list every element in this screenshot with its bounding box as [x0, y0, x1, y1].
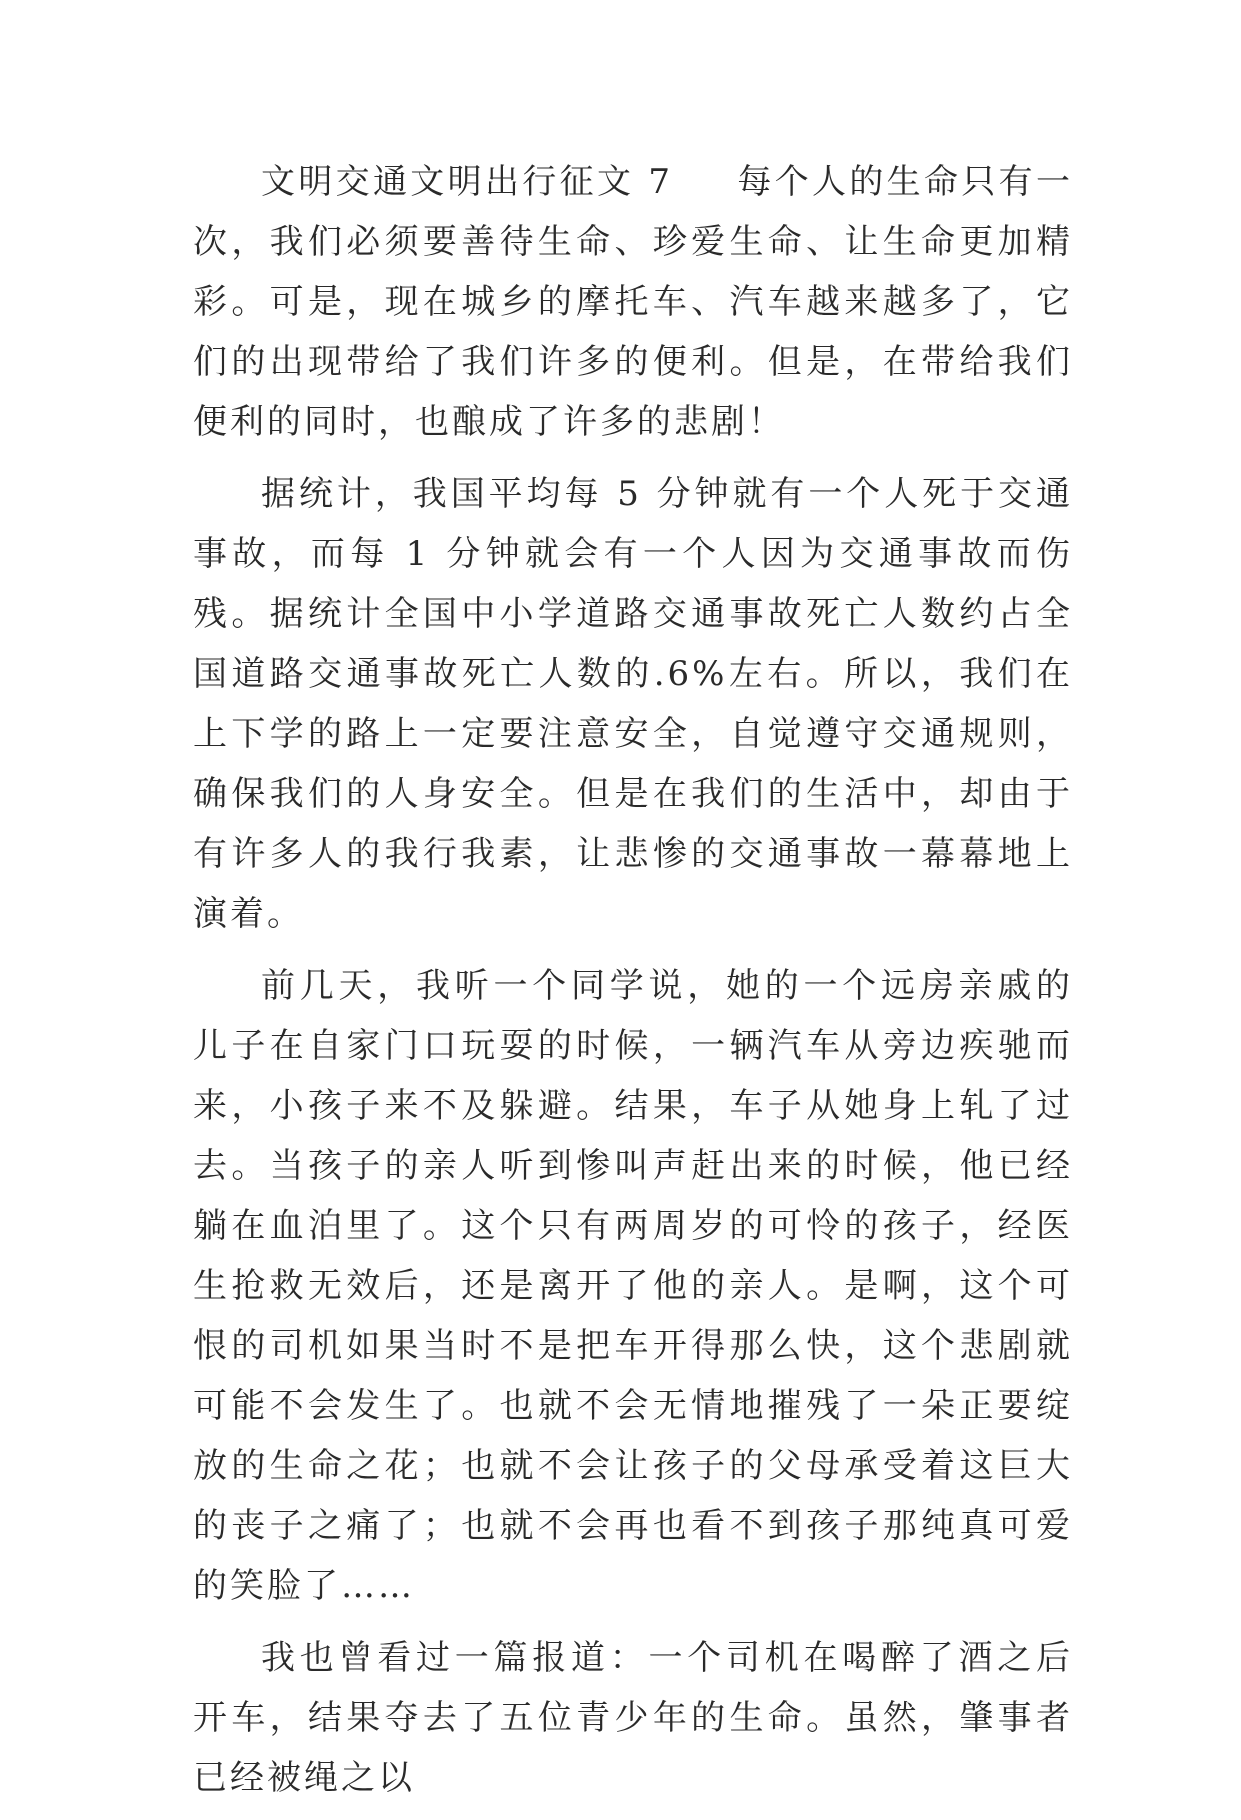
paragraph-4: 我也曾看过一篇报道：一个司机在喝醉了酒之后开车，结果夺去了五位青少年的生命。虽然，肇事者已经被绳之以: [193, 1638, 1073, 1798]
paragraph-2: 据统计，我国平均每 5 分钟就有一个人死于交通事故，而每 1 分钟就会有一个人因为交通事故而伤残。据统计全国中小学道路交通事故死亡人数约占全国道路交通事故死亡人数的.6%左右。所以，我们在上下学的路上一定要注意安全，自觉遵守交通规则，确保我们的人身安全。但是在我们的生活中，却由于有许多人的我行我素，让悲惨的交通事故一幕幕地上演着。: [193, 474, 1073, 934]
document-title: 文明交通文明出行征文 7: [261, 162, 674, 202]
document-body: [193, 152, 1073, 1820]
paragraph-3: 前几天，我听一个同学说，她的一个远房亲戚的儿子在自家门口玩耍的时候，一辆汽车从旁边疾驰而来，小孩子来不及躲避。结果，车子从她身上轧了过去。当孩子的亲人听到惨叫声赶出来的时候，他已经躺在血泊里了。这个只有两周岁的可怜的孩子，经医生抢救无效后，还是离开了他的亲人。是啊，这个可恨的司机如果当时不是把车开得那么快，这个悲剧就可能不会发生了。也就不会无情地摧残了一朵正要绽放的生命之花；也就不会让孩子的父母承受着这巨大的丧子之痛了；也就不会再也看不到孩子那纯真可爱的笑脸了……: [193, 966, 1073, 1606]
paragraph-1-text: 每个人的生命只有一次，我们必须要善待生命、珍爱生命、让生命更加精彩。可是，现在城乡的摩托车、汽车越来越多了，它们的出现带给了我们许多的便利。但是，在带给我们便利的同时，也酿成了许多的悲剧！: [193, 162, 1073, 442]
paragraph-1: [193, 152, 1073, 452]
